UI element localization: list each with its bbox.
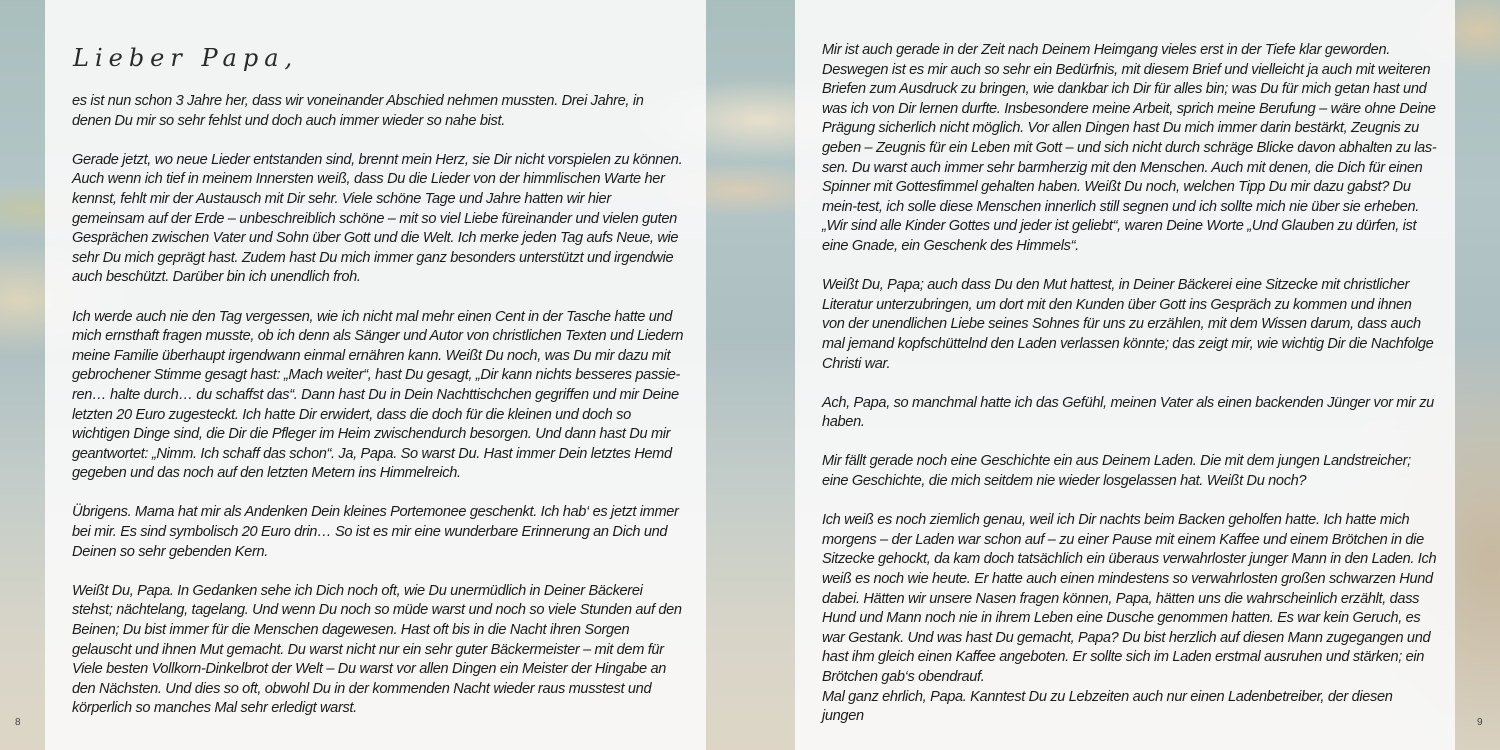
right-page	[795, 0, 1455, 750]
paragraph: Ach, Papa, so manchmal hatte ich das Gefühl, meinen Vater als einen backenden Jünger vor mir zu haben.	[822, 394, 1434, 431]
paragraph: Übrigens. Mama hat mir als Andenken Dein kleines Portemonee geschenkt. Ich hab‘ es jetzt immer bei mir. Es sind symbolisch 20 Euro drin… So ist es mir eine wunderbare Erinnerung an Dich und Deinen so sehr gebenden Kern.	[72, 504, 679, 560]
paragraph: Mal ganz ehrlich, Papa. Kanntest Du zu Lebzeiten auch nur einen Ladenbetreiber, der diesen jungen	[822, 688, 1393, 725]
right-page-body	[822, 41, 1437, 746]
paragraph: es ist nun schon 3 Jahre her, dass wir voneinander Abschied nehmen mussten. Drei Jahre, in denen Du mir so sehr fehlst und doch auch immer wieder so nahe bist.	[72, 93, 644, 129]
page-number-right: 9	[1477, 717, 1483, 728]
paragraph: Weißt Du, Papa; auch dass Du den Mut hattest, in Deiner Bäckerei eine Sitzecke mit christlicher Literatur unterzubringen, um dort mit den Kunden über Gott ins Gespräch zu kommen und ihnen von der unendlichen Liebe seines Sohnes für uns zu erzählen, mit dem Wissen darum, dass auch mal jemand kopfschüttelnd den Laden verlassen könnte; das zeigt mir, wie wichtig Dir die Nachfolge Christi war.	[822, 277, 1434, 372]
paragraph: Ich weiß es noch ziemlich genau, weil ich Dir nachts beim Backen geholfen hatte. Ich hatte mich morgens – der Laden war schon auf – zu einer Pause mit einem Kaffee und einem Brötchen in die Sitzecke gehockt, da kam doch tatsächlich ein überaus verwahrloster junger Mann in den Laden. Ich weiß es noch wie heute. Er hatte auch einen mindestens so verwahrlosten großen schwarzen Hund dabei. Hätten wir unsere Nasen fragen können, Papa, hätten uns die wahrscheinlich erzählt, dass Hund und Mann noch nie in ihrem Leben eine Dusche genommen hatten. Es war kein Geruch, es war Gestank. Und was hast Du gemacht, Papa? Du bist herzlich auf diesen Mann zugegangen und hast ihm gleich einen Kaffee angeboten. Er sollte sich im Laden erstmal ausruhen und stärken; ein Brötchen gab‘s obendrauf.	[822, 512, 1437, 685]
paragraph: Gerade jetzt, wo neue Lieder entstanden sind, brennt mein Herz, sie Dir nicht vorspielen zu können. Auch wenn ich tief in meinem Innersten weiß, dass Du die Lieder von der himmlischen Warte her kennst, fehlt mir der Austausch mit Dir sehr. Viele schöne Tage und Jahre hatten wir hier gemeinsam auf der Erde – unbeschreiblich schöne – mit so viel Liebe füreinander und vielen guten Gesprächen zwischen Vater und Sohn über Gott und die Welt. Ich merke jeden Tag aufs Neue, wie sehr Du mich geprägt hast. Zudem hast Du mich immer ganz besonders unterstützt und irgendwie auch beschützt. Darüber bin ich unendlich froh.	[72, 151, 683, 286]
paragraph: Mir ist auch gerade in der Zeit nach Deinem Heimgang vieles erst in der Tiefe klar geworden. Deswegen ist es mir auch so sehr ein Bedürfnis, mit diesem Brief und vielleicht ja auch mit weiteren Briefen zum Ausdruck zu bringen, wie dankbar ich Dir für alles bin; was Du für mich getan hast und was ich von Dir lernen durfte. Insbesondere meine Arbeit, sprich meine Berufung – wäre ohne Deine Prägung sicherlich nicht möglich. Vor allen Dingen hast Du mich immer darin bestärkt, Zeugnis zu geben – Zeugnis für ein Leben mit Gott – und sich nicht durch schräge Blicke davon abhalten zu las-sen. Du warst auch immer sehr barmherzig mit den Menschen. Auch mit denen, die Dich für einen Spinner mit Gottesfimmel gehalten haben. Weißt Du noch, welchen Tipp Du mir dazu gabst? Du mein-test, ich solle diese Menschen innerlich still segnen und ich sollte mich nie über sie erheben. „Wir sind alle Kinder Gottes und jeder ist geliebt“, waren Deine Worte „Und Glauben zu dürfen, ist eine Gnade, ein Geschenk des Himmels“.	[822, 42, 1437, 254]
salutation-heading: Lieber Papa,	[73, 44, 299, 72]
paragraph: Ich werde auch nie den Tag vergessen, wie ich nicht mal mehr einen Cent in der Tasche hatte und mich ernsthaft fragen musste, ob ich denn als Sänger und Autor von christlichen Texten und Liedern meine Familie überhaupt irgendwann einmal ernähren kann. Weißt Du noch, was Du mir dazu mit gebrochener Stimme gesagt hast: „Mach weiter“, hast Du gesagt, „Dir kann nichts besseres passie-ren… halte durch… du schaffst das“. Dann hast Du in Dein Nachttischchen gegriffen und mir Deine letzten 20 Euro zugesteckt. Ich hatte Dir erwidert, dass die doch für die kleinen und doch so wichtigen Dinge sind, die Dir die Pfleger im Heim zwischendurch besorgen. Und dann hast Du mir geantwortet: „Nimm. Ich schaff das schon“. Ja, Papa. So warst Du. Hast immer Dein letztes Hemd gegeben und das noch auf den letzten Metern ins Himmelreich.	[72, 308, 684, 482]
left-page	[45, 0, 706, 750]
left-page-body	[72, 92, 684, 739]
page-number-left: 8	[15, 717, 21, 728]
paragraph: Mir fällt gerade noch eine Geschichte ein aus Deinem Laden. Die mit dem jungen Landstreicher; eine Geschichte, die mich seitdem nie wieder losgelassen hat. Weißt Du noch?	[822, 453, 1411, 490]
paragraph: Weißt Du, Papa. In Gedanken sehe ich Dich noch oft, wie Du unermüdlich in Deiner Bäckerei stehst; nächtelang, tagelang. Und wenn Du noch so müde warst und noch so viele Stunden auf den Beinen; Du bist immer für die Menschen dagewesen. Hast oft bis in die Nacht ihren Sorgen gelauscht und ihnen Mut gemacht. Du warst nicht nur ein sehr guter Bäckermeister – mit dem für Viele besten Vollkorn-Dinkelbrot der Welt – Du warst vor allen Dingen ein Meister der Hingabe an den Nächsten. Und dies so oft, obwohl Du in der kommenden Nacht wieder raus musstest und körperlich so manches Mal sehr erledigt warst.	[72, 582, 682, 717]
